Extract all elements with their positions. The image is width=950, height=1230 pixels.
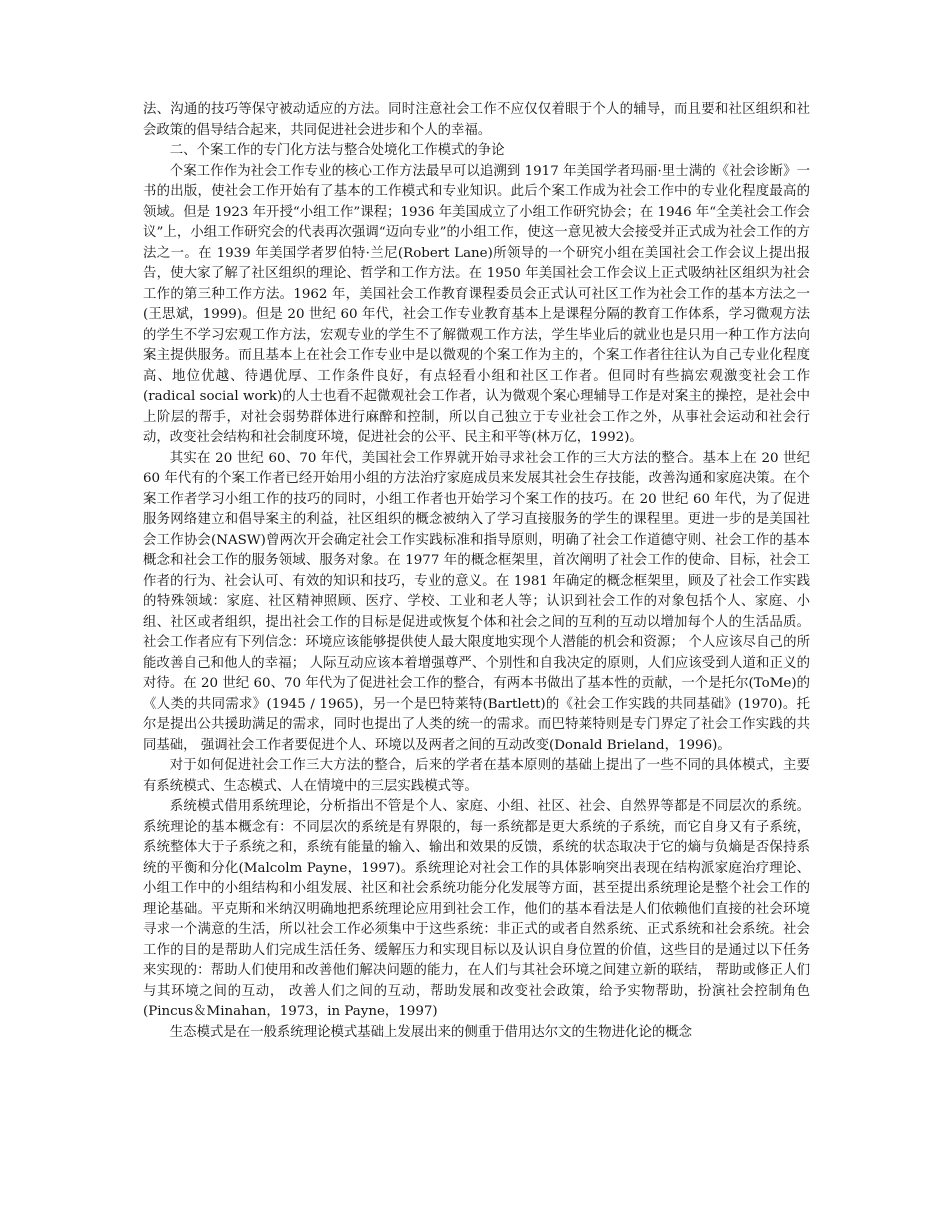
paragraph-integration: 其实在 20 世纪 60、70 年代，美国社会工作界就开始寻求社会工作的三大方法的整合。基本上在 20 世纪 60 年代有的个案工作者已经开始用小组的方法治疗家庭成员来发展其社会生存技能，改善沟通和家庭决策。在个案工作者学习小组工作的技巧的同时，小组工作者也开始学习个案工作的技巧。在 20 世纪 60 年代，为了促进服务网络建立和倡导案主的利益，社区组织的概念被纳入了学习直接服务的学生的课程里。更进一步的是美国社会工作协会(NASW)曾两次开会确定社会工作实践标准和指导原则，明确了社会工作道德守则、社会工作的基本概念和社会工作的服务领域、服务对象。在 1977 年的概念框架里，首次阐明了社会工作的使命、目标，社会工作者的行为、社会认可、有效的知识和技巧，专业的意义。在 1981 年确定的概念框架里，顾及了社会工作实践的特殊领域：家庭、社区精神照顾、医疗、学校、工业和老人等；认识到社会工作的对象包括个人、家庭、小组、社区或者组织，提出社会工作的目标是促进或恢复个体和社会之间的互利的互动以增加每个人的生活品质。社会工作者应有下列信念：环境应该能够提供使人最大限度地实现个人潜能的机会和资源； 个人应该尽自己的所能改善自己和他人的幸福； 人际互动应该本着增强尊严、个别性和自我决定的原则，人们应该受到人道和正义的对待。在 20 世纪 60、70 年代为了促进社会工作的整合，有两本书做出了基本性的贡献，一个是托尔(ToMe)的《人类的共同需求》(1945 / 1965)，另一个是巴特莱特(Bartlett)的《社会工作实践的共同基础》(1970)。托尔是提出公共援助满足的需求，同时也提出了人类的统一的需求。而巴特莱特则是专门界定了社会工作实践的共同基础， 强调社会工作者要促进个人、环境以及两者之间的互动改变(Donald Brieland，1996)。 <box>143 450 810 753</box>
paragraph-ecological-model: 生态模式是在一般系统理论模式基础上发展出来的侧重于借用达尔文的生物进化论的概念 <box>169 1024 693 1040</box>
paragraph-casework-history: 个案工作作为社会工作专业的核心工作方法最早可以追溯到 1917 年美国学者玛丽·里士满的《社会诊断》一书的出版，使社会工作开始有了基本的工作模式和专业知识。此后个案工作成为社会工作中的专业化程度最高的领域。但是 1923 年开授“小组工作”课程；1936 年美国成立了小组工作研究协会；在 1946 年“全美社会工作会议”上，小组工作研究会的代表再次强调“迈向专业”的小组工作，使这一意见被大会接受并正式成为社会工作的方法之一。在 1939 年美国学者罗伯特·兰尼(Robert Lane)所领导的一个研究小组在美国社会工作会议上提出报告，使大家了解了社区组织的理论、哲学和工作方法。在 1950 年美国社会工作会议上正式吸纳社区组织为社会工作的第三种工作方法。1962 年，美国社会工作教育课程委员会正式认可社区工作为社会工作的基本方法之一(王思斌，1999)。但是 20 世纪 60 年代，社会工作专业教育基本上是课程分隔的教育工作体系，学习微观方法的学生不学习宏观工作方法，宏观专业的学生不了解微观工作方法，学生毕业后的就业也是只用一种工作方法向案主提供服务。而且基本上在社会工作专业中是以微观的个案工作为主的，个案工作者往往认为自己专业化程度高、地位优越、待遇优厚、工作条件良好，有点轻看小组和社区工作者。但同时有些搞宏观激变社会工作(radical social work)的人士也看不起微观社会工作者，认为微观个案心理辅导工作是对案主的操控，是社会中上阶层的帮手，对社会弱势群体进行麻醉和控制，所以自己独立于专业社会工作之外，从事社会运动和社会行动，改变社会结构和社会制度环境，促进社会的公平、民主和平等(林万亿，1992)。 <box>143 163 810 445</box>
paragraph-models-intro: 对于如何促进社会工作三大方法的整合，后来的学者在基本原则的基础上提出了一些不同的具体模式，主要有系统模式、生态模式、人在情境中的三层实践模式等。 <box>143 758 810 794</box>
paragraph-continuation: 法、沟通的技巧等保守被动适应的方法。同时注意社会工作不应仅仅着眼于个人的辅导，而且要和社区组织和社会政策的倡导结合起来，共同促进社会进步和个人的幸福。 <box>143 102 810 138</box>
document-page <box>143 100 810 1043</box>
paragraph-systems-model: 系统模式借用系统理论，分析指出不管是个人、家庭、小组、社区、社会、自然界等都是不同层次的系统。系统理论的基本概念有：不同层次的系统是有界限的，每一系统都是更大系统的子系统，而它自身又有子系统，系统整体大于子系统之和，系统有能量的输入、输出和效果的反馈，系统的状态取决于它的熵与负熵是否保持系统的平衡和分化(Malcolm Payne，1997)。系统理论对社会工作的具体影响突出表现在结构派家庭治疗理论、小组工作中的小组结构和小组发展、社区和社会系统功能分化发展等方面，甚至提出系统理论是整个社会工作的理论基础。平克斯和米纳汉明确地把系统理论应用到社会工作，他们的基本看法是人们依赖他们直接的社会环境寻求一个满意的生活，所以社会工作必须集中于这些系统：非正式的或者自然系统、正式系统和社会系统。社会工作的目的是帮助人们完成生活任务、缓解压力和实现目标以及认识自身位置的价值，这些目的是通过以下任务来实现的：帮助人们使用和改善他们解决问题的能力，在人们与其社会环境之间建立新的联结， 帮助或修正人们与其环境之间的互动， 改善人们之间的互动，帮助发展和改变社会政策，给予实物帮助，扮演社会控制角色(Pincus＆Minahan，1973，in Payne，1997) <box>143 799 810 1019</box>
section-heading: 二、个案工作的专门化方法与整合处境化工作模式的争论 <box>169 143 505 158</box>
